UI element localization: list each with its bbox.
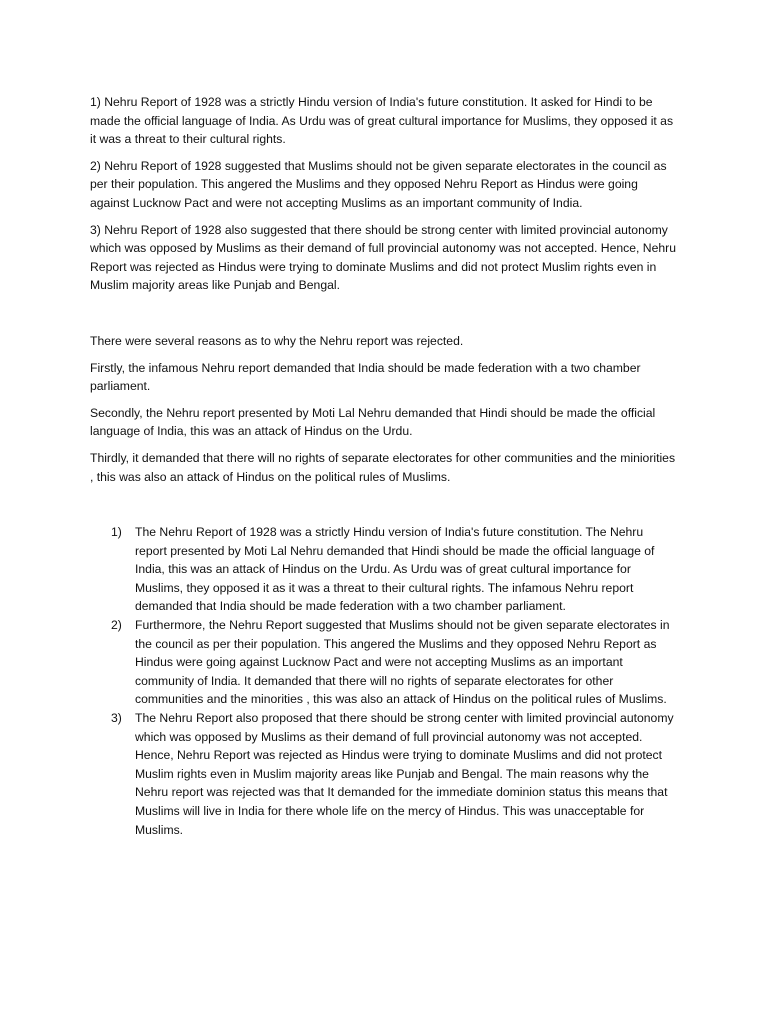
list-item — [90, 616, 678, 709]
document-body — [90, 93, 678, 839]
list-item-text: Furthermore, the Nehru Report suggested that Muslims should not be given separate electorates in the council as per their population. This angered the Muslims and they opposed Nehru Report as Hindus were going against Lucknow Pact and were not accepting Muslims as an important community of India. It demanded that there will no rights of separate electorates for other communities and the minorities , this was also an attack of Hindus on the political rules of Muslims. — [135, 618, 670, 707]
section-spacer — [90, 303, 678, 332]
paragraph-secondly: Secondly, the Nehru report presented by Moti Lal Nehru demanded that Hindi should be made the official language of India, this was an attack of Hindus on the Urdu. — [90, 405, 656, 439]
paragraph-point-3: 3) Nehru Report of 1928 also suggested that there should be strong center with limited provincial autonomy which was opposed by Muslims as their demand of full provincial autonomy was not accepted. Hence, Nehru Report was rejected as Hindus were trying to dominate Muslims and did not protect Muslim rights even in Muslim majority areas like Punjab and Bengal. — [90, 222, 676, 293]
section-numbered-list — [90, 523, 678, 839]
list-item-text: The Nehru Report of 1928 was a strictly Hindu version of India's future constitution. The Nehru report presented by Moti Lal Nehru demanded that Hindi should be made the official language of India, this was an attack of Hindus on the Urdu. As Urdu was of great cultural importance for Muslims, they opposed it as it was a threat to their cultural rights. The infamous Nehru report demanded that India should be made federation with a two chamber parliament. — [135, 525, 655, 614]
section-reasons — [90, 332, 678, 486]
list-item-number: 3) — [111, 711, 122, 726]
list-item-text: The Nehru Report also proposed that there should be strong center with limited provincial autonomy which was opposed by Muslims as their demand of full provincial autonomy was not accepted. Hence, Nehru Report was rejected as Hindus were trying to dominate Muslims and did not protect Muslim rights even in Muslim majority areas like Punjab and Bengal. The main reasons why the Nehru report was rejected was that It demanded for the immediate dominion status this means that Muslims will live in India for there whole life on the mercy of Hindus. This was unacceptable for Muslims. — [135, 711, 674, 837]
paragraph-firstly: Firstly, the infamous Nehru report demanded that India should be made federation with a two chamber parliament. — [90, 360, 641, 394]
numbered-list — [90, 523, 678, 839]
paragraph-point-2: 2) Nehru Report of 1928 suggested that Muslims should not be given separate electorates in the council as per their population. This angered the Muslims and they opposed Nehru Report as Hindus were going against Lucknow Pact and were not accepting Muslims as an important community of India. — [90, 158, 667, 210]
paragraph-intro: There were several reasons as to why the Nehru report was rejected. — [90, 333, 464, 348]
list-item — [90, 709, 678, 839]
section-numbered-points — [90, 93, 678, 295]
section-spacer — [90, 494, 678, 523]
list-item-number: 2) — [111, 618, 122, 633]
paragraph-thirdly: Thirdly, it demanded that there will no rights of separate electorates for other communities and the miniorities , this was also an attack of Hindus on the political rules of Muslims. — [90, 450, 676, 484]
paragraph-point-1: 1) Nehru Report of 1928 was a strictly Hindu version of India's future constitution. It asked for Hindi to be made the official language of India. As Urdu was of great cultural importance for Muslims, they opposed it as it was a threat to their cultural rights. — [90, 95, 674, 147]
list-item-number: 1) — [111, 525, 122, 540]
list-item — [90, 523, 678, 616]
